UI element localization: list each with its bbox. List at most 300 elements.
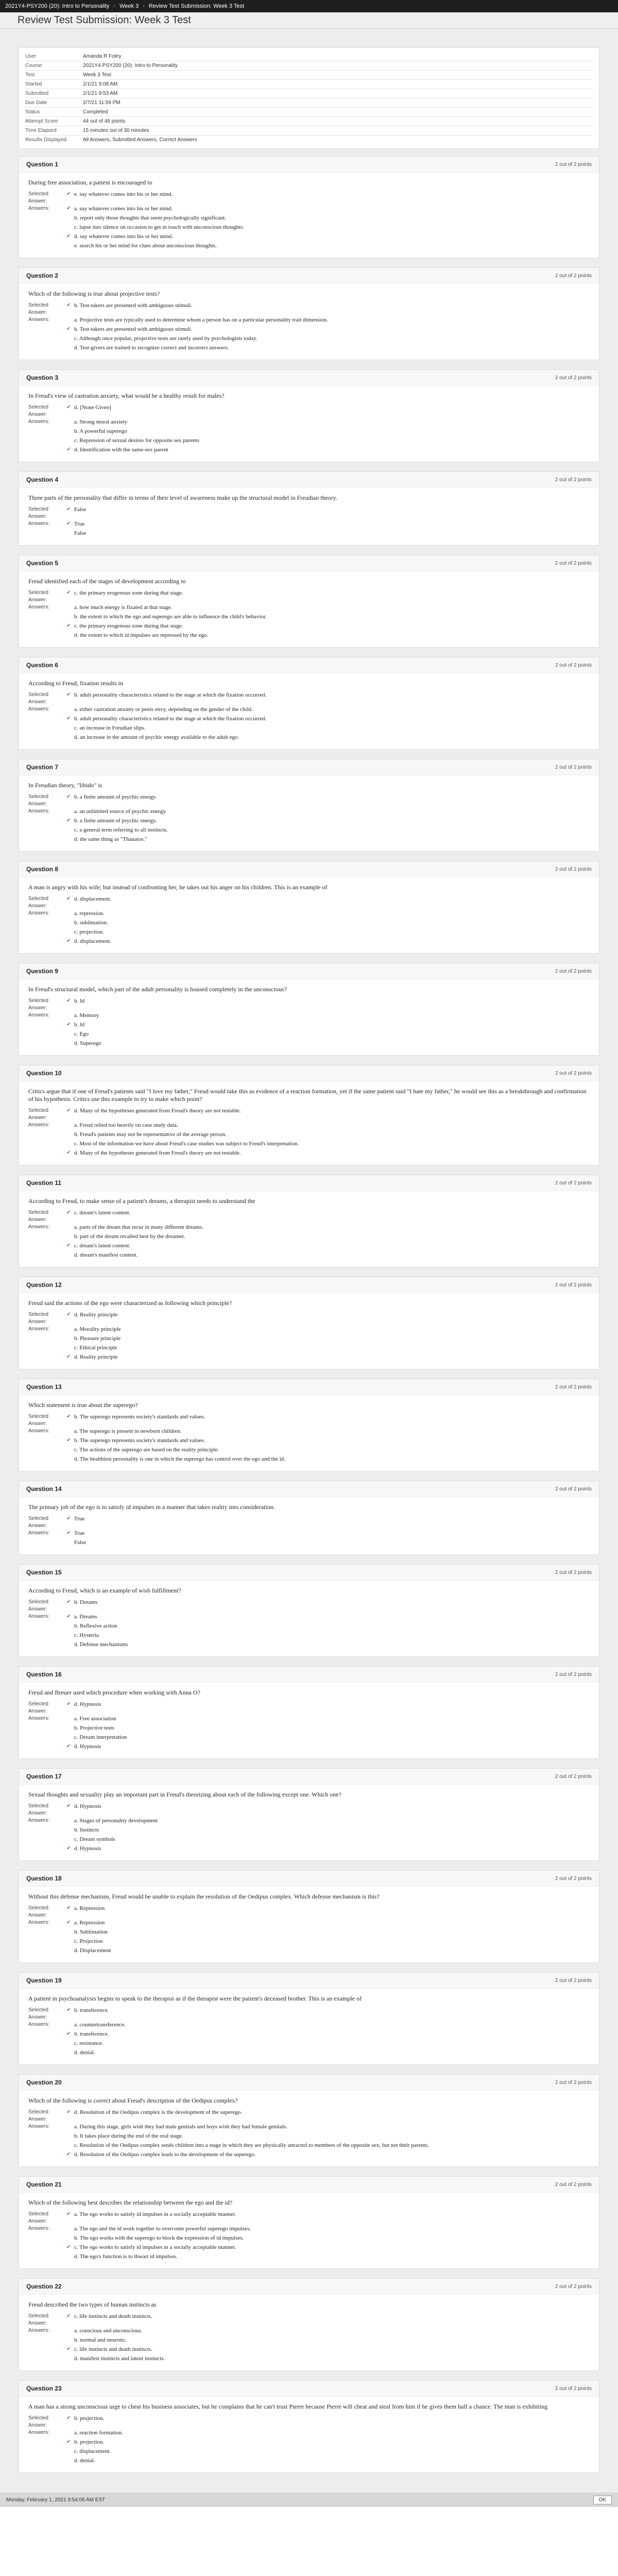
answer-option	[66, 1734, 592, 1741]
selected-answer-row	[26, 793, 592, 808]
selected-answer	[66, 1107, 592, 1114]
correct-check-icon: ✔	[66, 1599, 71, 1605]
selected-answer-value	[66, 1107, 592, 1122]
correct-check-icon: ✔	[66, 191, 71, 197]
answer-option-text: False	[74, 530, 87, 536]
selected-answer-value	[66, 2007, 592, 2021]
answer-option-text: a. The superego is present in newborn children.	[74, 1428, 182, 1434]
answer-option-text: True	[74, 521, 85, 527]
correct-check-icon: ✔	[66, 1108, 71, 1113]
answers-list	[66, 1326, 592, 1363]
question-title: Question 4	[26, 476, 59, 483]
correct-check-icon: ✔	[66, 404, 71, 410]
question-text: Three parts of the personality that differ in terms of their level of awareness make up the structural model in Freudian theory.	[28, 494, 338, 501]
answer-option	[66, 1928, 592, 1936]
question-text: During free association, a patient is encouraged to	[28, 179, 152, 186]
selected-answer	[66, 1905, 592, 1912]
selected-answer-label: Selected Answer:	[28, 1312, 48, 1325]
answers-row	[26, 1530, 592, 1548]
summary-row	[25, 52, 593, 61]
answers-list	[66, 1428, 592, 1465]
answer-option	[66, 326, 592, 333]
correct-check-icon: ✔	[66, 1312, 71, 1317]
correct-check-icon: ✔	[66, 2439, 71, 2445]
answers-list	[66, 1817, 592, 1854]
answer-option	[66, 2336, 592, 2344]
answers-label: Answers:	[28, 1224, 50, 1230]
answers-list	[66, 706, 592, 743]
question-header	[19, 1175, 599, 1191]
correct-check-icon: ✔	[66, 692, 71, 698]
correct-check-icon: ✔	[66, 1905, 71, 1911]
answer-option-text: a. either castration anxiety or penis envy, depending on the gender of the child.	[74, 706, 253, 713]
question-header	[19, 759, 599, 775]
page-title: Review Test Submission: Week 3 Test	[18, 14, 191, 26]
question-block	[19, 369, 599, 462]
question-header	[19, 157, 599, 173]
question-title: Question 21	[26, 2181, 62, 2188]
selected-answer-text: d. Hypnosis	[74, 1803, 101, 1809]
answer-option	[66, 1446, 592, 1453]
ok-button[interactable]: OK	[593, 2496, 612, 2504]
question-title: Question 22	[26, 2283, 62, 2290]
question-block	[19, 657, 599, 750]
breadcrumb-page: Review Test Submission: Week 3 Test	[148, 3, 245, 9]
question-points: 2 out of 2 points	[555, 662, 592, 668]
question-header	[19, 268, 599, 284]
answer-option	[66, 938, 592, 945]
selected-answer-value	[66, 2415, 592, 2429]
answers-list	[66, 1012, 592, 1049]
answer-option	[66, 1437, 592, 1444]
answer-option	[66, 2225, 592, 2232]
question-points: 2 out of 2 points	[555, 1486, 592, 1492]
answer-option	[66, 428, 592, 435]
answer-option-text: d. Identification with the same-sex parent	[74, 447, 168, 453]
question-title: Question 15	[26, 1569, 62, 1576]
answer-option-text: d. the extent to which id impulses are repressed by the ego.	[74, 632, 208, 638]
question-text: Which of the following best describes the relationship between the ego and the id?	[28, 2199, 233, 2206]
answer-option	[66, 734, 592, 741]
selected-answer-label: Selected Answer:	[28, 998, 48, 1011]
question-points: 2 out of 2 points	[555, 2283, 592, 2290]
selected-answer-value	[66, 1905, 592, 1919]
selected-answer-label: Selected Answer:	[28, 191, 48, 204]
answer-option-text: c. an increase in Freudian slips.	[74, 725, 146, 731]
question-header	[19, 2075, 599, 2091]
summary-key: Status	[25, 109, 40, 115]
correct-check-icon: ✔	[66, 506, 71, 512]
question-text: Which of the following is true about projective tests?	[28, 290, 160, 297]
answer-option-text: c. the primary erogenous zone during that stage.	[74, 623, 183, 629]
answer-option	[66, 1622, 592, 1630]
selected-answer-label: Selected Answer:	[28, 1414, 48, 1427]
question-points: 2 out of 2 points	[555, 2385, 592, 2392]
answer-option-text: a. how much energy is fixated at that stage.	[74, 604, 173, 611]
correct-check-icon: ✔	[66, 1022, 71, 1027]
selected-answer-label: Selected Answer:	[28, 404, 48, 417]
question-block	[19, 1768, 599, 1861]
answer-option	[66, 344, 592, 351]
answer-option-text: b. Sublimation	[74, 1929, 108, 1935]
answer-option-text: d. Hypnosis	[74, 1743, 101, 1750]
selected-answer-value	[66, 589, 592, 604]
answer-option-text: b. part of the dream recalled best by the dreamer.	[74, 1233, 185, 1240]
question-points: 2 out of 2 points	[555, 1671, 592, 1677]
correct-check-icon: ✔	[66, 302, 71, 308]
answer-option-text: b. Test-takers are presented with ambiguous stimuli.	[74, 326, 193, 332]
answer-option-text: d. manifest instincts and latent instincts.	[74, 2355, 165, 2362]
selected-answer-label: Selected Answer:	[28, 590, 48, 603]
answer-option	[66, 2234, 592, 2242]
question-text: In Freud's structural model, which part of the adult personality is housed completely in the unconscious?	[28, 986, 287, 993]
selected-answer-text: d. displacement.	[74, 896, 111, 902]
answers-label: Answers:	[28, 1614, 50, 1619]
answer-option	[66, 2457, 592, 2464]
correct-check-icon: ✔	[66, 794, 71, 800]
answer-option	[66, 2123, 592, 2130]
answer-option-text: d. say whatever comes into his or her mind.	[74, 233, 173, 240]
selected-answer	[66, 997, 592, 1005]
answer-option-text: d. dream's manifest content.	[74, 1252, 138, 1258]
selected-answer-value	[66, 506, 592, 520]
answer-option	[66, 613, 592, 620]
question-points: 2 out of 2 points	[555, 1180, 592, 1186]
answer-option-text: d. Displacement	[74, 1947, 111, 1954]
question-title: Question 16	[26, 1671, 62, 1678]
answer-option	[66, 1326, 592, 1333]
answer-option-text: d. Superego	[74, 1040, 101, 1046]
answer-option	[66, 2429, 592, 2436]
answer-option-text: d. displacement.	[74, 938, 111, 944]
question-header	[19, 2381, 599, 2397]
selected-answer-row	[26, 1413, 592, 1428]
answers-label: Answers:	[28, 1920, 50, 1925]
selected-answer-value	[66, 2109, 592, 2123]
answer-option	[66, 242, 592, 249]
breadcrumb-week[interactable]: Week 3	[119, 3, 139, 9]
correct-check-icon: ✔	[66, 2031, 71, 2037]
answers-row	[26, 910, 592, 947]
summary-value: 44 out of 46 points	[83, 118, 126, 124]
answer-option-text: c. Dream symbols	[74, 1836, 115, 1842]
answer-option-text: a. conscious and unconscious.	[74, 2328, 143, 2334]
selected-answer	[66, 1209, 592, 1216]
question-text: Sexual thoughts and sexuality play an important part in Freud's theorizing about each of the following except one. Which one?	[28, 1791, 341, 1798]
answers-label: Answers:	[28, 910, 50, 916]
answers-row	[26, 1012, 592, 1049]
question-title: Question 9	[26, 968, 59, 975]
selected-answer-label: Selected Answer:	[28, 896, 48, 909]
question-title: Question 18	[26, 1875, 62, 1882]
answers-list	[66, 205, 592, 251]
footer-bar	[0, 2493, 618, 2507]
answer-option	[66, 205, 592, 212]
answer-option	[66, 2040, 592, 2047]
summary-key: Course	[25, 63, 42, 69]
answers-row	[26, 1715, 592, 1752]
question-title: Question 1	[26, 161, 59, 168]
answer-option	[66, 1251, 592, 1259]
selected-answer-text: b. Dreams	[74, 1599, 98, 1605]
question-points: 2 out of 2 points	[555, 273, 592, 279]
answers-list	[66, 604, 592, 641]
question-points: 2 out of 2 points	[555, 764, 592, 770]
selected-answer-text: c. life instincts and death instincts.	[74, 2313, 152, 2319]
summary-row	[25, 117, 593, 126]
answer-option	[66, 1335, 592, 1342]
selected-answer-text: d. Resolution of the Oedipus complex is the development of the superego.	[74, 2109, 242, 2115]
answer-option	[66, 1826, 592, 1834]
top-nav-bar	[0, 0, 618, 12]
question-list	[19, 156, 599, 2473]
correct-check-icon: ✔	[66, 1414, 71, 1419]
answer-option	[66, 2021, 592, 2028]
answer-option-text: c. Projection	[74, 1938, 103, 1944]
answer-option	[66, 2448, 592, 2455]
selected-answer-row	[26, 1905, 592, 1919]
question-title: Question 2	[26, 272, 59, 279]
answers-row	[26, 418, 592, 455]
question-text: Critics argue that if one of Freud's patients said "I love my father," Freud would take this as evidence of a reaction formation, yet if the same patient said "I hate my father," he would see this as a breakthrough and confirmation of his hypothesis. Critics use this example to try to make which point?	[28, 1088, 587, 1103]
selected-answer-text: e. say whatever comes into his or her mind.	[74, 191, 173, 197]
answers-row	[26, 706, 592, 743]
selected-answer-label: Selected Answer:	[28, 692, 48, 705]
answers-label: Answers:	[28, 206, 50, 211]
answer-option	[66, 1344, 592, 1351]
question-text: Freud and Breuer used which procedure when working with Anna O?	[28, 1689, 200, 1696]
selected-answer	[66, 895, 592, 903]
selected-answer	[66, 2211, 592, 2218]
answer-option	[66, 1632, 592, 1639]
answer-option	[66, 836, 592, 843]
answer-option	[66, 2132, 592, 2140]
question-text: Freud identified each of the stages of development according to	[28, 578, 186, 585]
selected-answer	[66, 2109, 592, 2116]
summary-key: Results Displayed	[25, 137, 67, 143]
question-block	[19, 267, 599, 360]
answer-option-text: b. Projective tests	[74, 1725, 114, 1731]
selected-answer-text: b. The superego represents society's standards and values.	[74, 1414, 205, 1420]
question-header	[19, 1277, 599, 1293]
question-title: Question 14	[26, 1485, 62, 1493]
answer-option	[66, 1539, 592, 1546]
answer-option	[66, 817, 592, 824]
answer-option	[66, 604, 592, 611]
question-header	[19, 1973, 599, 1989]
answer-option-text: a. Repression	[74, 1920, 105, 1926]
correct-check-icon: ✔	[66, 2109, 71, 2115]
answers-list	[66, 2429, 592, 2466]
answer-option-text: a. parts of the dream that recur in many different dreams.	[74, 1224, 203, 1230]
selected-answer-text: a. The ego works to satisfy id impulses in a socially acceptable manner.	[74, 2211, 236, 2217]
selected-answer-row	[26, 589, 592, 604]
answers-label: Answers:	[28, 1428, 50, 1434]
answers-list	[66, 910, 592, 947]
answers-row	[26, 1326, 592, 1363]
selected-answer	[66, 793, 592, 801]
answers-label: Answers:	[28, 808, 50, 814]
answers-list	[66, 1613, 592, 1650]
answer-option-text: d. Many of the hypotheses generated from Freud's theory are not testable.	[74, 1150, 241, 1156]
answer-option	[66, 335, 592, 342]
answers-label: Answers:	[28, 1716, 50, 1721]
summary-value: 2/1/21 9:08 AM	[83, 81, 118, 87]
summary-value: Week 3 Test	[83, 72, 111, 78]
answers-label: Answers:	[28, 1122, 50, 1128]
correct-check-icon: ✔	[66, 2244, 71, 2250]
answer-option	[66, 1715, 592, 1722]
question-block	[19, 471, 599, 546]
answer-option-text: c. Most of the information we have about Freud's case studies was subject to Freud's interpretation.	[74, 1141, 299, 1147]
answers-label: Answers:	[28, 706, 50, 712]
answer-option	[66, 1938, 592, 1945]
breadcrumb-separator: ›	[143, 3, 145, 9]
correct-check-icon: ✔	[66, 521, 71, 527]
breadcrumb-course[interactable]: 2021Y4-PSY200 (20): Intro to Personality	[5, 3, 110, 9]
answer-option	[66, 632, 592, 639]
answer-option	[66, 446, 592, 453]
answer-option-text: c. Although once popular, projective tests are rarely used by psychologists today.	[74, 335, 258, 342]
answer-option	[66, 530, 592, 537]
summary-key: Attempt Score	[25, 118, 58, 124]
selected-answer-label: Selected Answer:	[28, 1210, 48, 1223]
answers-row	[26, 604, 592, 641]
answer-option	[66, 2151, 592, 2158]
question-block	[19, 1379, 599, 1471]
answer-option-text: c. The ego works to satisfy id impulses in a socially acceptable manner.	[74, 2244, 236, 2250]
summary-row	[25, 98, 593, 108]
selected-answer	[66, 2415, 592, 2422]
correct-check-icon: ✔	[66, 1516, 71, 1521]
correct-check-icon: ✔	[66, 1803, 71, 1809]
summary-key: User	[25, 54, 37, 59]
answer-option	[66, 1149, 592, 1157]
correct-check-icon: ✔	[66, 1743, 71, 1749]
selected-answer-row	[26, 895, 592, 910]
answer-option-text: c. lapse into silence on occasion to get in touch with unconscious thoughts.	[74, 224, 244, 230]
answers-row	[26, 520, 592, 539]
answers-list	[66, 2021, 592, 2058]
question-block	[19, 861, 599, 954]
footer-datetime: Monday, February 1, 2021 9:54:06 AM EST	[6, 2497, 106, 2503]
selected-answer-value	[66, 793, 592, 808]
selected-answer-text: b. transference.	[74, 2007, 109, 2013]
answers-row	[26, 1428, 592, 1465]
question-block	[19, 2278, 599, 2371]
test-summary	[19, 47, 599, 149]
answer-option	[66, 2346, 592, 2353]
answers-list	[66, 808, 592, 845]
question-block	[19, 1972, 599, 2065]
answers-label: Answers:	[28, 2430, 50, 2435]
correct-check-icon: ✔	[66, 1210, 71, 1215]
question-title: Question 7	[26, 764, 59, 771]
question-points: 2 out of 2 points	[555, 1070, 592, 1076]
answer-option-text: d. Reality principle	[74, 1354, 118, 1360]
question-header	[19, 555, 599, 571]
correct-check-icon: ✔	[66, 623, 71, 629]
question-points: 2 out of 2 points	[555, 1875, 592, 1882]
question-header	[19, 1565, 599, 1581]
answer-option	[66, 808, 592, 815]
selected-answer-label: Selected Answer:	[28, 1516, 48, 1529]
question-block	[19, 2380, 599, 2473]
selected-answer	[66, 506, 592, 513]
question-title: Question 10	[26, 1070, 62, 1077]
summary-row	[25, 126, 593, 135]
question-points: 2 out of 2 points	[555, 2079, 592, 2086]
answer-option-text: a. reaction formation.	[74, 2430, 123, 2436]
answer-option-text: c. Dream interpretation	[74, 1734, 127, 1740]
answer-option	[66, 1122, 592, 1129]
page-title-bar	[0, 12, 618, 29]
answers-row	[26, 316, 592, 353]
question-title: Question 13	[26, 1383, 62, 1391]
answer-option-text: c. a general term referring to all instincts.	[74, 827, 168, 833]
summary-key: Time Elapsed	[25, 128, 57, 133]
question-header	[19, 370, 599, 386]
answer-option	[66, 622, 592, 630]
selected-answer-row	[26, 1107, 592, 1122]
correct-check-icon: ✔	[66, 1701, 71, 1707]
answers-row	[26, 2225, 592, 2262]
answers-label: Answers:	[28, 1326, 50, 1332]
question-text: According to Freud, to make sense of a patient's dreams, a therapist needs to understand the	[28, 1197, 255, 1205]
answer-option-text: b. adult personality characteristics related to the stage at which the fixation occurred.	[74, 716, 267, 722]
question-header	[19, 861, 599, 877]
answer-option-text: b. The ego works with the superego to block the expression of id impulses.	[74, 2235, 244, 2241]
answers-list	[66, 1224, 592, 1261]
selected-answer-row	[26, 1803, 592, 1817]
selected-answer-text: b. Id	[74, 998, 85, 1004]
answer-option	[66, 2253, 592, 2260]
answer-option	[66, 1353, 592, 1361]
answer-option-text: c. Hysteria	[74, 1632, 99, 1638]
answer-option	[66, 1233, 592, 1240]
answers-list	[66, 1715, 592, 1752]
question-text: A man has a strong unconscious urge to cheat his business associates, but he complains that he can't trust Pierre because Pierre will cheat and steal from him if he gives them half a chance. The man is exhibiting	[28, 2403, 548, 2410]
answer-option	[66, 1455, 592, 1463]
selected-answer-label: Selected Answer:	[28, 302, 48, 315]
question-points: 2 out of 2 points	[555, 1384, 592, 1390]
selected-answer-text: b. a finite amount of psychic energy.	[74, 794, 157, 800]
answer-option	[66, 724, 592, 732]
selected-answer-row	[26, 2211, 592, 2225]
summary-row	[25, 61, 593, 71]
question-block	[19, 1666, 599, 1759]
selected-answer-value	[66, 1515, 592, 1530]
answers-list	[66, 1122, 592, 1159]
answers-list	[66, 2123, 592, 2160]
answer-option-text: b. transference.	[74, 2031, 109, 2037]
answer-option	[66, 1242, 592, 1249]
answers-list	[66, 520, 592, 539]
question-block	[19, 1175, 599, 1267]
question-header	[19, 1667, 599, 1683]
question-block	[19, 1870, 599, 1963]
answer-option-text: d. Test-givers are trained to recognize correct and incorrect answers.	[74, 345, 229, 351]
correct-check-icon: ✔	[66, 1530, 71, 1536]
selected-answer-label: Selected Answer:	[28, 2211, 48, 2224]
answer-option	[66, 706, 592, 713]
question-block	[19, 1065, 599, 1165]
selected-answer-value	[66, 2313, 592, 2327]
answers-label: Answers:	[28, 521, 50, 527]
selected-answer-row	[26, 302, 592, 316]
question-title: Question 20	[26, 2079, 62, 2086]
selected-answer-row	[26, 691, 592, 706]
